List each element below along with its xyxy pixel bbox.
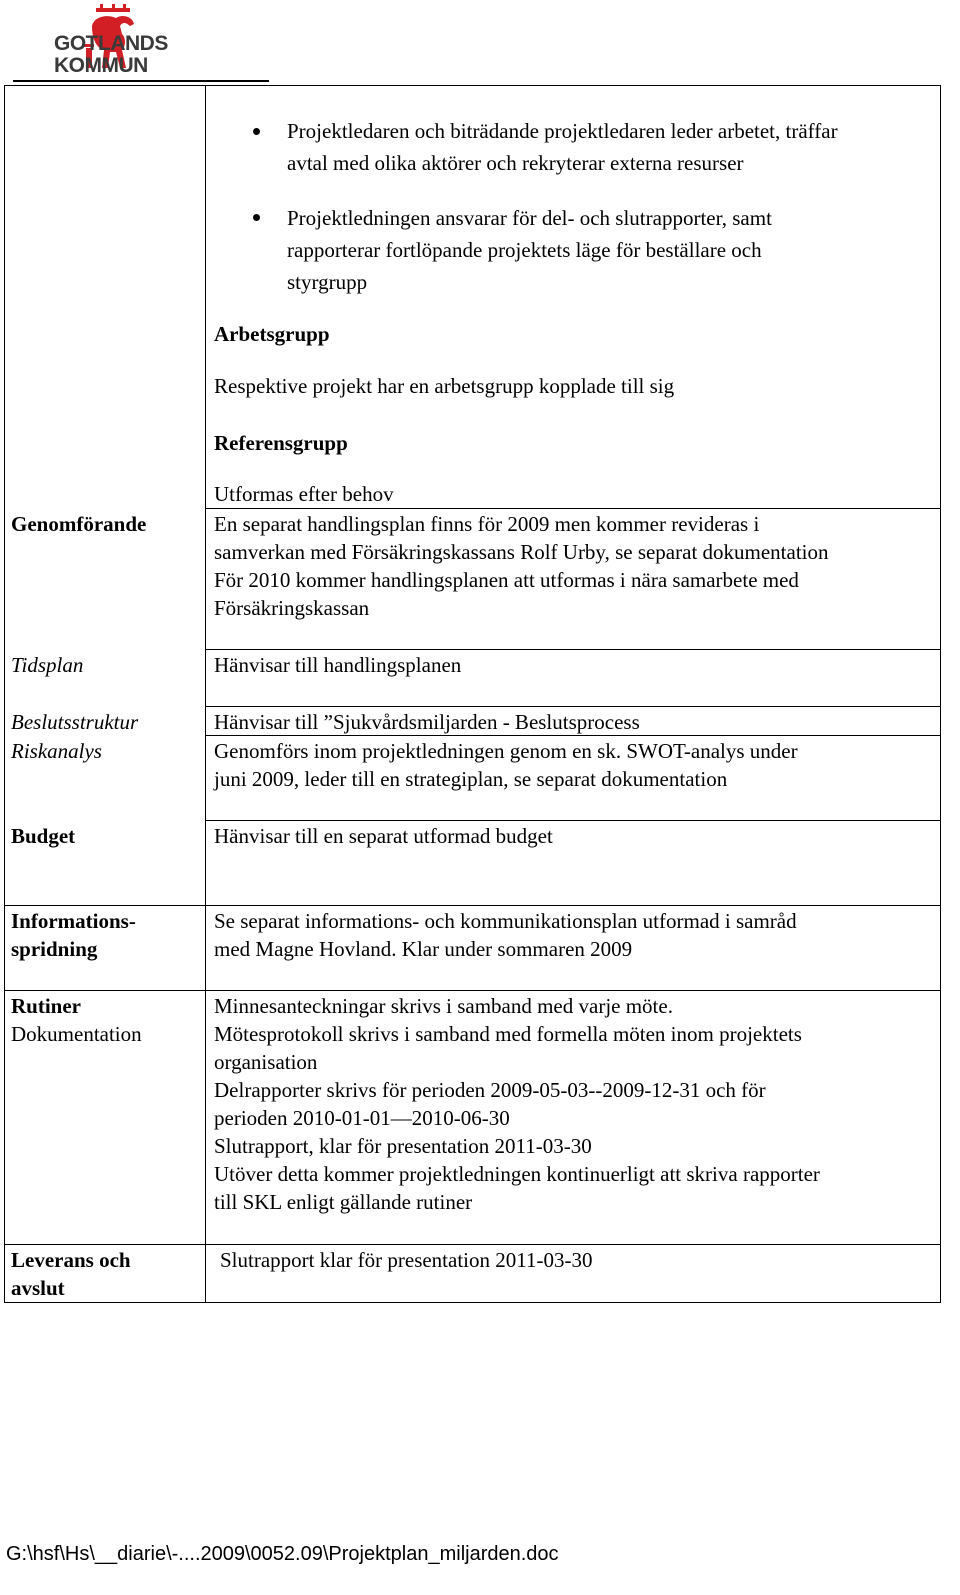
bullet-icon (253, 214, 260, 221)
rutiner-line-2: Mötesprotokoll skrivs i samband med formella möten inom projektets (214, 1022, 802, 1046)
bullet-1-line-1: Projektledaren och biträdande projektledaren leder arbetet, träffar (287, 119, 838, 143)
rutiner-line-7: Utöver detta kommer projektledningen kontinuerligt att skriva rapporter (214, 1162, 820, 1186)
genomforande-line-2: samverkan med Försäkringskassans Rolf Urby, se separat dokumentation (214, 540, 829, 564)
informationsspridning-label-1: Informations- (11, 909, 136, 933)
genomforande-line-3: För 2010 kommer handlingsplanen att utformas i nära samarbete med (214, 568, 799, 592)
header-rule (13, 80, 269, 82)
rutiner-label: Rutiner (11, 994, 81, 1018)
tidsplan-text: Hänvisar till handlingsplanen (214, 653, 462, 677)
bullet-2-line-2: rapporterar fortlöpande projektets läge för beställare och (287, 238, 762, 262)
riskanalys-line-2: juni 2009, leder till en strategiplan, se separat dokumentation (214, 767, 728, 791)
bullet-2-line-3: styrgrupp (287, 270, 368, 294)
rutiner-line-5: perioden 2010-01-01—2010-06-30 (214, 1106, 510, 1130)
genomforande-label: Genomförande (11, 512, 147, 536)
rutiner-line-8: till SKL enligt gällande rutiner (214, 1190, 473, 1214)
referensgrupp-heading: Referensgrupp (214, 431, 348, 455)
rutiner-line-6: Slutrapport, klar för presentation 2011-03-30 (214, 1134, 592, 1158)
rutiner-line-3: organisation (214, 1050, 318, 1074)
arbetsgrupp-heading: Arbetsgrupp (214, 322, 330, 346)
riskanalys-label: Riskanalys (11, 739, 102, 763)
informationsspridning-label-2: spridning (11, 937, 98, 961)
beslutsstruktur-label: Beslutsstruktur (11, 710, 139, 734)
logo-line-1: GOTLANDS (54, 32, 168, 55)
leverans-text: Slutrapport klar för presentation 2011-03-30 (220, 1248, 593, 1272)
genomforande-line-4: Försäkringskassan (214, 596, 370, 620)
arbetsgrupp-text: Respektive projekt har en arbetsgrupp kopplade till sig (214, 374, 675, 398)
rutiner-line-4: Delrapporter skrivs för perioden 2009-05-03--2009-12-31 och för (214, 1078, 766, 1102)
tidsplan-label: Tidsplan (11, 653, 84, 677)
riskanalys-line-1: Genomförs inom projektledningen genom en sk. SWOT-analys under (214, 739, 798, 763)
referensgrupp-text: Utformas efter behov (214, 482, 394, 506)
footer-file-path: G:\hsf\Hs\__diarie\-....2009\0052.09\Projektplan_miljarden.doc (6, 1543, 559, 1565)
logo-line-2: KOMMUN (54, 54, 148, 77)
bullet-2-line-1: Projektledningen ansvarar för del- och slutrapporter, samt (287, 206, 772, 230)
budget-text: Hänvisar till en separat utformad budget (214, 824, 553, 848)
rutiner-line-1: Minnesanteckningar skrivs i samband med varje möte. (214, 994, 673, 1018)
leverans-label-1: Leverans och (11, 1248, 131, 1272)
genomforande-line-1: En separat handlingsplan finns för 2009 men kommer revideras i (214, 512, 760, 536)
leverans-label-2: avslut (11, 1276, 65, 1300)
budget-label: Budget (11, 824, 76, 848)
bullet-icon (253, 128, 260, 135)
beslutsstruktur-text: Hänvisar till ”Sjukvårdsmiljarden - Beslutsprocess (214, 710, 640, 734)
info-line-2: med Magne Hovland. Klar under sommaren 2009 (214, 937, 633, 961)
info-line-1: Se separat informations- och kommunikationsplan utformad i samråd (214, 909, 797, 933)
dokumentation-label: Dokumentation (11, 1022, 142, 1046)
bullet-1-line-2: avtal med olika aktörer och rekryterar externa resurser (287, 151, 744, 175)
